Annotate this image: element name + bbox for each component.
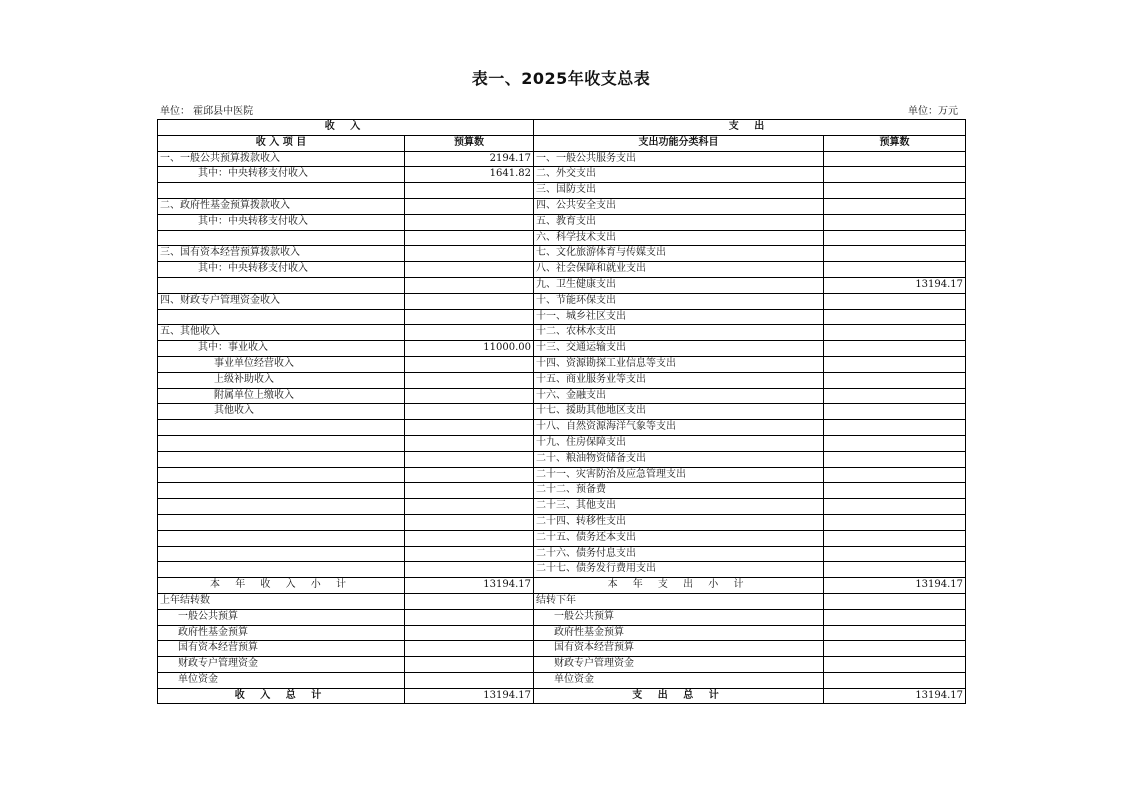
unit-label-left: 单位： 霍邱县中医院 xyxy=(160,106,254,117)
expense-item-cell: 十七、援助其他地区支出 xyxy=(534,404,824,420)
expense-amount-cell xyxy=(824,246,966,262)
income-item-cell xyxy=(158,183,405,199)
expense-amount-cell xyxy=(824,435,966,451)
table-row xyxy=(158,372,966,388)
income-amount-cell xyxy=(405,230,534,246)
income-carry-item: 单位资金 xyxy=(158,672,405,688)
table-row xyxy=(158,562,966,578)
income-amount-cell xyxy=(405,183,534,199)
income-item-cell: 事业单位经营收入 xyxy=(158,356,405,372)
expense-item-cell: 十二、农林水支出 xyxy=(534,325,824,341)
expense-amount-cell xyxy=(824,499,966,515)
expense-amount-cell: 13194.17 xyxy=(824,277,966,293)
income-item-cell: 四、财政专户管理资金收入 xyxy=(158,293,405,309)
expense-carry-item: 一般公共预算 xyxy=(534,609,824,625)
income-carry-item-amount xyxy=(405,625,534,641)
income-item-cell xyxy=(158,514,405,530)
expense-item-header: 支出功能分类科目 xyxy=(534,135,824,151)
expense-carry-item-amount xyxy=(824,625,966,641)
income-item-cell: 其中：中央转移支付收入 xyxy=(158,167,405,183)
expense-carry-head: 结转下年 xyxy=(534,593,824,609)
expense-carry-item: 国有资本经营预算 xyxy=(534,641,824,657)
income-item-cell: 五、其他收入 xyxy=(158,325,405,341)
income-carry-item-amount xyxy=(405,641,534,657)
expense-item-cell: 十、节能环保支出 xyxy=(534,293,824,309)
expense-item-cell: 九、卫生健康支出 xyxy=(534,277,824,293)
expense-item-cell: 八、社会保障和就业支出 xyxy=(534,262,824,278)
income-carry-item: 国有资本经营预算 xyxy=(158,641,405,657)
expense-amount-cell xyxy=(824,388,966,404)
income-item-cell xyxy=(158,546,405,562)
expense-item-cell: 十八、自然资源海洋气象等支出 xyxy=(534,420,824,436)
table-row xyxy=(158,167,966,183)
income-carry-item-amount xyxy=(405,657,534,673)
income-item-cell xyxy=(158,483,405,499)
table-row xyxy=(158,183,966,199)
expense-amount-cell xyxy=(824,451,966,467)
expense-item-cell: 十一、城乡社区支出 xyxy=(534,309,824,325)
income-carry-amount xyxy=(405,593,534,609)
expense-item-cell: 七、文化旅游体育与传媒支出 xyxy=(534,246,824,262)
income-amount-cell xyxy=(405,562,534,578)
table-row xyxy=(158,214,966,230)
expense-amount-cell xyxy=(824,467,966,483)
income-amount-cell xyxy=(405,293,534,309)
income-item-cell xyxy=(158,309,405,325)
expense-carry-item: 单位资金 xyxy=(534,672,824,688)
expense-amount-cell xyxy=(824,262,966,278)
income-item-cell: 附属单位上缴收入 xyxy=(158,388,405,404)
income-amount-cell xyxy=(405,262,534,278)
income-item-cell: 三、国有资本经营预算拨款收入 xyxy=(158,246,405,262)
income-item-cell xyxy=(158,435,405,451)
carry-item-row xyxy=(158,657,966,673)
table-row xyxy=(158,151,966,167)
table-row xyxy=(158,483,966,499)
table-row xyxy=(158,530,966,546)
income-amount-cell xyxy=(405,514,534,530)
expense-carry-item-amount xyxy=(824,609,966,625)
carry-head-row xyxy=(158,593,966,609)
expense-carry-item-amount xyxy=(824,641,966,657)
table-subheader-row xyxy=(158,135,966,151)
expense-total-value: 13194.17 xyxy=(824,688,966,704)
income-amount-header: 预算数 xyxy=(405,135,534,151)
table-row xyxy=(158,293,966,309)
income-amount-cell: 11000.00 xyxy=(405,341,534,357)
income-total-label: 收 入 总 计 xyxy=(158,688,405,704)
table-row xyxy=(158,341,966,357)
expense-amount-cell xyxy=(824,151,966,167)
table-row xyxy=(158,246,966,262)
income-item-cell xyxy=(158,530,405,546)
expense-item-cell: 十九、住房保障支出 xyxy=(534,435,824,451)
income-item-cell xyxy=(158,467,405,483)
expense-amount-cell xyxy=(824,167,966,183)
table-row xyxy=(158,277,966,293)
income-item-cell xyxy=(158,420,405,436)
income-amount-cell xyxy=(405,435,534,451)
income-amount-cell: 2194.17 xyxy=(405,151,534,167)
expense-section-header: 支 出 xyxy=(534,120,966,136)
table-row xyxy=(158,467,966,483)
expense-amount-cell xyxy=(824,514,966,530)
expense-amount-cell xyxy=(824,562,966,578)
table-header-row xyxy=(158,120,966,136)
income-item-cell: 二、政府性基金预算拨款收入 xyxy=(158,198,405,214)
expense-item-cell: 二十四、转移性支出 xyxy=(534,514,824,530)
total-row xyxy=(158,688,966,704)
table-row xyxy=(158,309,966,325)
expense-amount-cell xyxy=(824,483,966,499)
table-row xyxy=(158,546,966,562)
expense-carry-item-amount xyxy=(824,672,966,688)
table-row xyxy=(158,325,966,341)
expense-subtotal-value: 13194.17 xyxy=(824,578,966,594)
subtotal-row xyxy=(158,578,966,594)
expense-amount-cell xyxy=(824,530,966,546)
expense-amount-header: 预算数 xyxy=(824,135,966,151)
expense-item-cell: 十六、金融支出 xyxy=(534,388,824,404)
income-item-cell: 上级补助收入 xyxy=(158,372,405,388)
income-amount-cell xyxy=(405,372,534,388)
expense-item-cell: 二十三、其他支出 xyxy=(534,499,824,515)
expense-item-cell: 二十、粮油物资储备支出 xyxy=(534,451,824,467)
expense-item-cell: 五、教育支出 xyxy=(534,214,824,230)
income-section-header: 收 入 xyxy=(158,120,534,136)
income-amount-cell xyxy=(405,309,534,325)
expense-item-cell: 六、科学技术支出 xyxy=(534,230,824,246)
expense-amount-cell xyxy=(824,341,966,357)
expense-item-cell: 二十七、债务发行费用支出 xyxy=(534,562,824,578)
expense-carry-item: 财政专户管理资金 xyxy=(534,657,824,673)
expense-item-cell: 二十一、灾害防治及应急管理支出 xyxy=(534,467,824,483)
expense-item-cell: 四、公共安全支出 xyxy=(534,198,824,214)
income-amount-cell xyxy=(405,356,534,372)
income-amount-cell xyxy=(405,499,534,515)
expense-item-cell: 一、一般公共服务支出 xyxy=(534,151,824,167)
income-subtotal-value: 13194.17 xyxy=(405,578,534,594)
income-amount-cell xyxy=(405,451,534,467)
table-row xyxy=(158,356,966,372)
unit-label-right: 单位：万元 xyxy=(908,106,958,117)
expense-amount-cell xyxy=(824,372,966,388)
expense-item-cell: 十五、商业服务业等支出 xyxy=(534,372,824,388)
expense-amount-cell xyxy=(824,230,966,246)
carry-item-row xyxy=(158,609,966,625)
expense-item-cell: 十三、交通运输支出 xyxy=(534,341,824,357)
income-amount-cell xyxy=(405,325,534,341)
income-item-cell xyxy=(158,451,405,467)
income-amount-cell xyxy=(405,420,534,436)
income-carry-item-amount xyxy=(405,609,534,625)
budget-table xyxy=(157,119,966,704)
expense-item-cell: 二、外交支出 xyxy=(534,167,824,183)
table-row xyxy=(158,388,966,404)
income-item-cell xyxy=(158,277,405,293)
table-row xyxy=(158,499,966,515)
carry-item-row xyxy=(158,672,966,688)
income-amount-cell xyxy=(405,246,534,262)
income-carry-item: 财政专户管理资金 xyxy=(158,657,405,673)
expense-item-cell: 十四、资源勘探工业信息等支出 xyxy=(534,356,824,372)
expense-amount-cell xyxy=(824,325,966,341)
income-item-cell: 其中：中央转移支付收入 xyxy=(158,214,405,230)
income-amount-cell xyxy=(405,530,534,546)
income-carry-head: 上年结转数 xyxy=(158,593,405,609)
table-row xyxy=(158,198,966,214)
income-item-cell xyxy=(158,499,405,515)
expense-amount-cell xyxy=(824,293,966,309)
expense-amount-cell xyxy=(824,198,966,214)
expense-amount-cell xyxy=(824,309,966,325)
expense-amount-cell xyxy=(824,420,966,436)
income-amount-cell xyxy=(405,214,534,230)
expense-carry-item: 政府性基金预算 xyxy=(534,625,824,641)
carry-item-row xyxy=(158,641,966,657)
expense-amount-cell xyxy=(824,356,966,372)
income-amount-cell xyxy=(405,483,534,499)
table-row xyxy=(158,514,966,530)
expense-amount-cell xyxy=(824,214,966,230)
table-row xyxy=(158,420,966,436)
income-carry-item: 一般公共预算 xyxy=(158,609,405,625)
expense-carry-item-amount xyxy=(824,657,966,673)
table-row xyxy=(158,451,966,467)
expense-item-cell: 三、国防支出 xyxy=(534,183,824,199)
income-item-cell: 其他收入 xyxy=(158,404,405,420)
income-carry-item: 政府性基金预算 xyxy=(158,625,405,641)
table-row xyxy=(158,404,966,420)
income-amount-cell xyxy=(405,404,534,420)
income-item-cell xyxy=(158,230,405,246)
carry-item-row xyxy=(158,625,966,641)
income-item-cell: 一、一般公共预算拨款收入 xyxy=(158,151,405,167)
income-item-header: 收 入 项 目 xyxy=(158,135,405,151)
income-item-cell xyxy=(158,562,405,578)
table-row xyxy=(158,230,966,246)
table-row xyxy=(158,435,966,451)
income-amount-cell xyxy=(405,467,534,483)
income-total-value: 13194.17 xyxy=(405,688,534,704)
income-carry-item-amount xyxy=(405,672,534,688)
income-amount-cell xyxy=(405,198,534,214)
income-amount-cell xyxy=(405,388,534,404)
expense-amount-cell xyxy=(824,546,966,562)
income-amount-cell xyxy=(405,546,534,562)
table-row xyxy=(158,262,966,278)
income-amount-cell xyxy=(405,277,534,293)
expense-amount-cell xyxy=(824,404,966,420)
expense-item-cell: 二十二、预备费 xyxy=(534,483,824,499)
expense-carry-amount xyxy=(824,593,966,609)
income-subtotal-label: 本 年 收 入 小 计 xyxy=(158,578,405,594)
expense-item-cell: 二十六、债务付息支出 xyxy=(534,546,824,562)
expense-item-cell: 二十五、债务还本支出 xyxy=(534,530,824,546)
page-title: 表一、2025年收支总表 xyxy=(471,69,651,88)
income-item-cell: 其中：事业收入 xyxy=(158,341,405,357)
expense-amount-cell xyxy=(824,183,966,199)
income-item-cell: 其中：中央转移支付收入 xyxy=(158,262,405,278)
expense-subtotal-label: 本 年 支 出 小 计 xyxy=(534,578,824,594)
income-amount-cell: 1641.82 xyxy=(405,167,534,183)
expense-total-label: 支 出 总 计 xyxy=(534,688,824,704)
